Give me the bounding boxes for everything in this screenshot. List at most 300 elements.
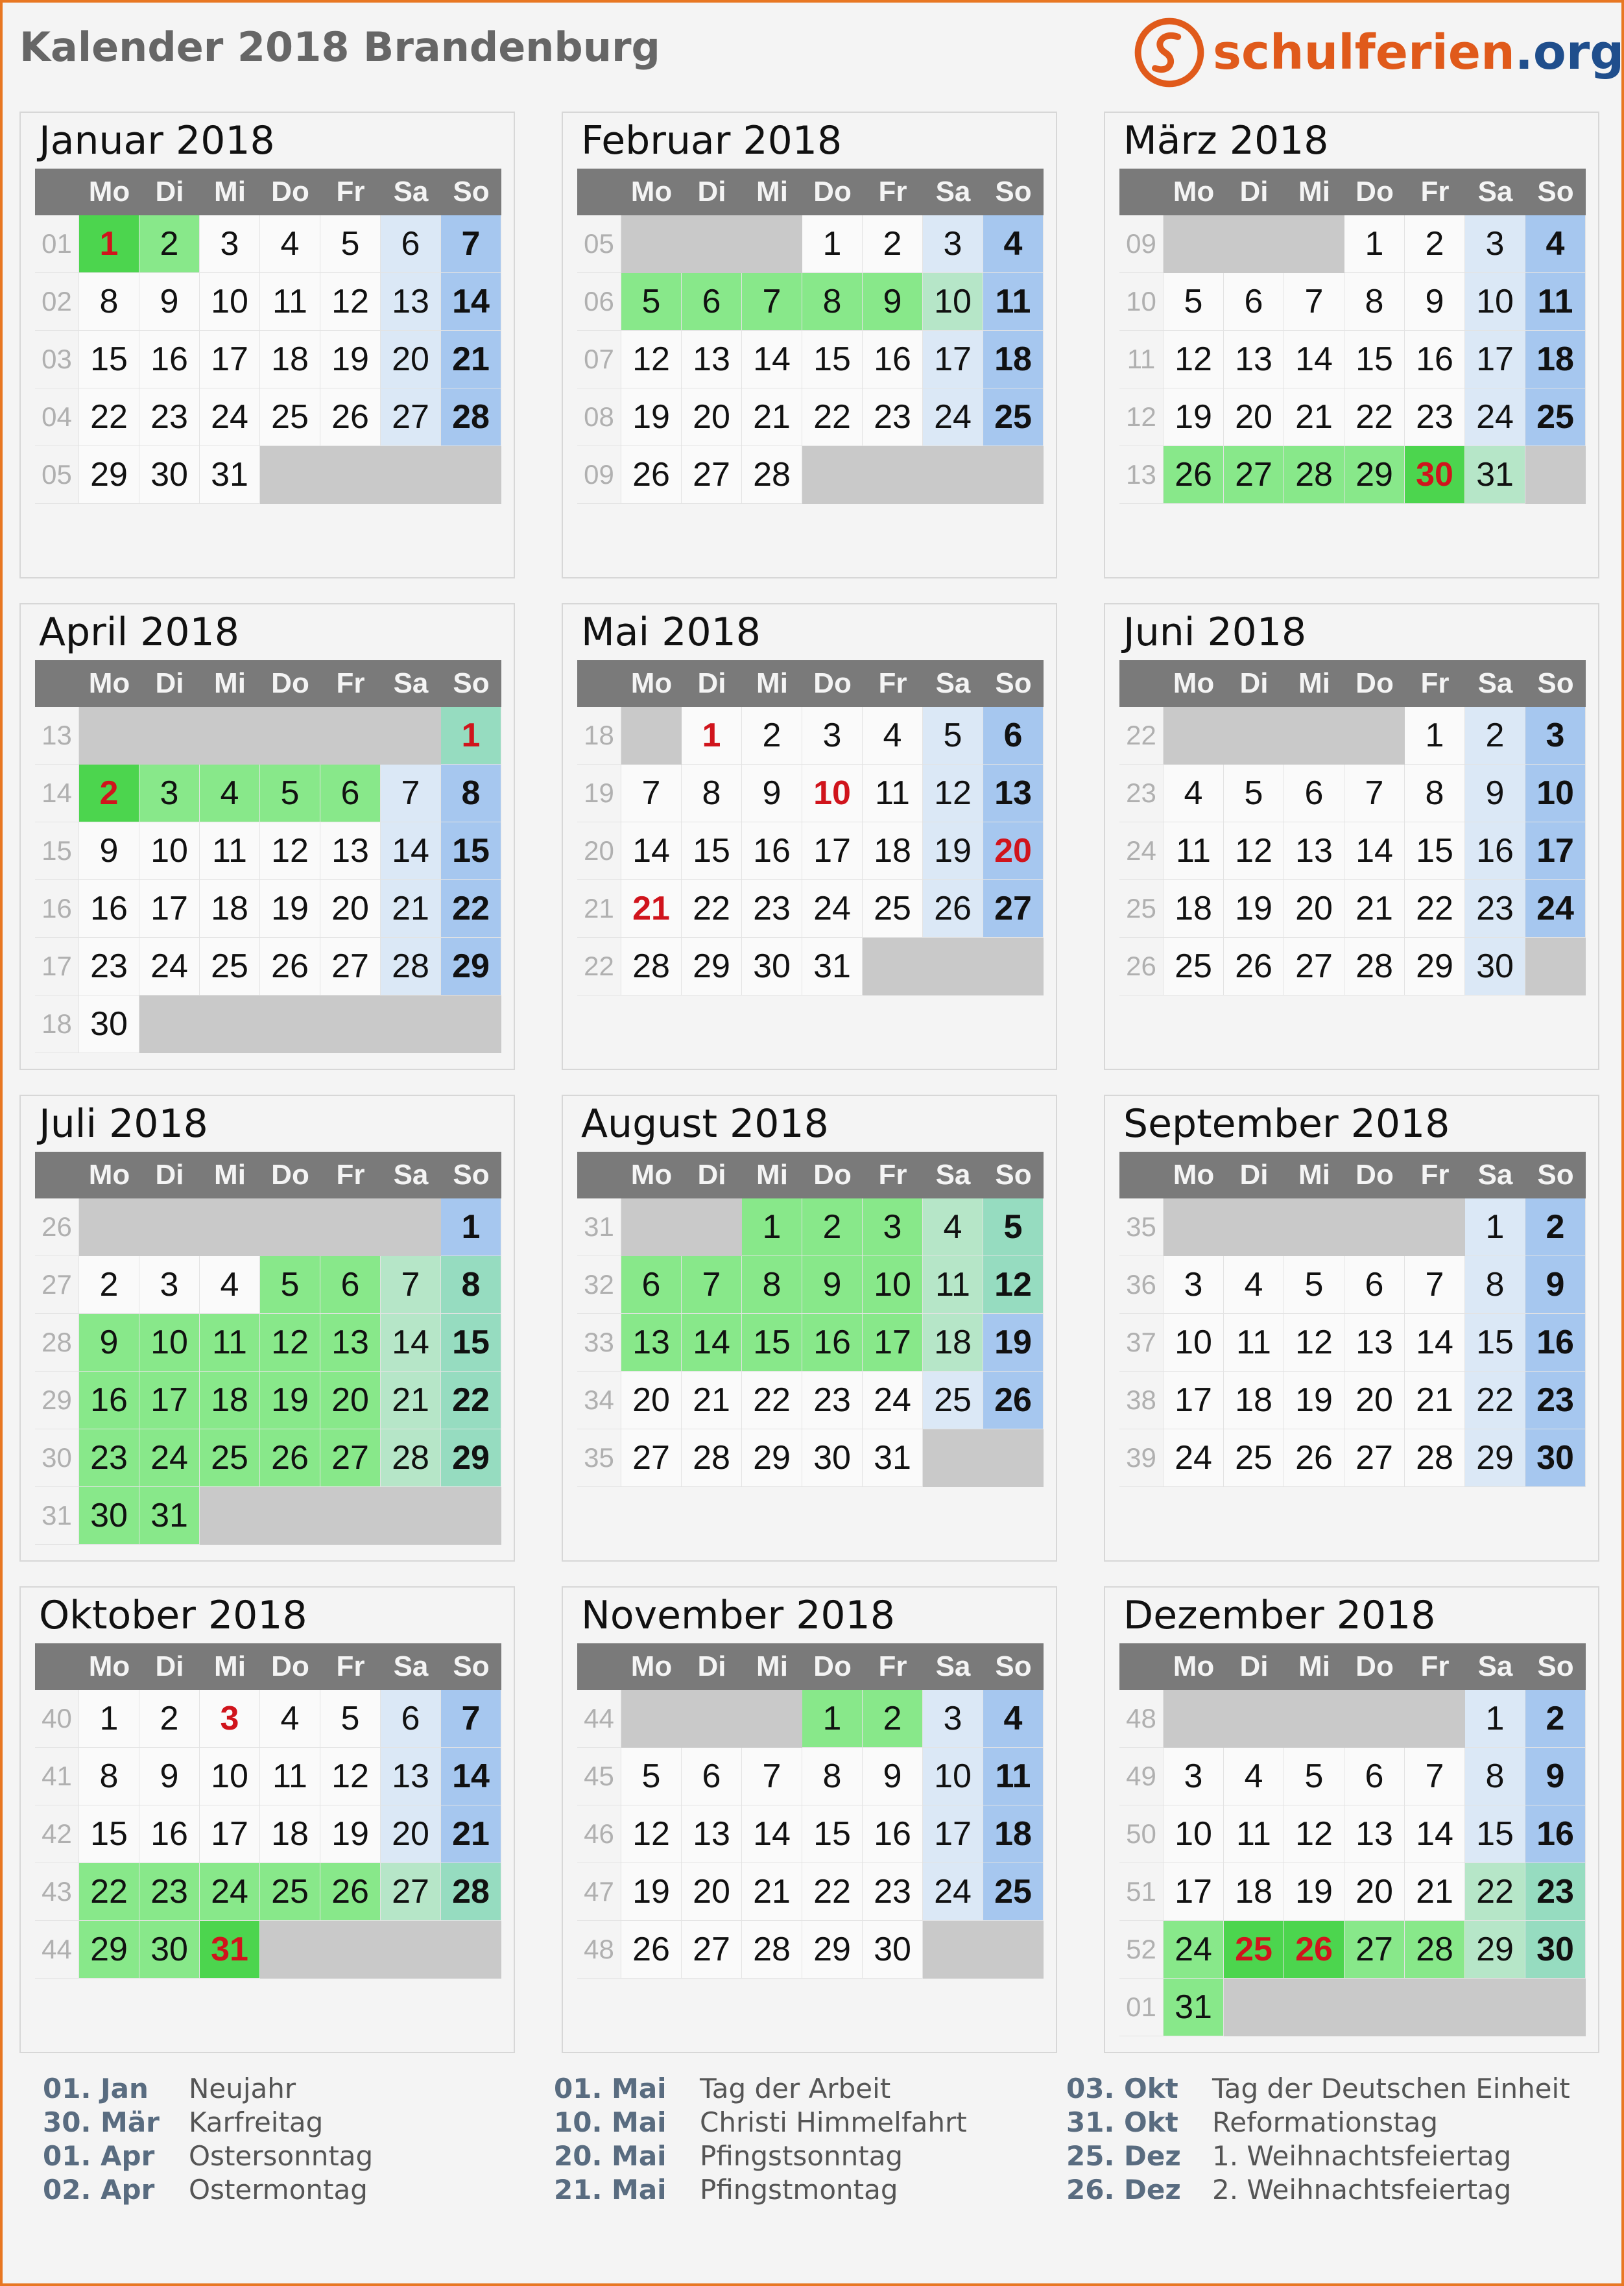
day-cell: 1 (1405, 707, 1465, 765)
weekday-label: Fr (320, 1152, 381, 1198)
weekday-label: Fr (320, 1643, 381, 1690)
weekday-label: Fr (1405, 169, 1465, 215)
empty-cell (1224, 215, 1284, 273)
weekday-header (577, 660, 1044, 707)
week-number: 31 (35, 1487, 79, 1545)
day-cell: 1 (1465, 1198, 1525, 1256)
week-number: 41 (35, 1748, 79, 1805)
day-cell: 10 (802, 765, 863, 822)
empty-cell (441, 1487, 501, 1545)
day-cell: 31 (200, 1921, 260, 1979)
day-cell: 26 (1224, 938, 1284, 995)
empty-cell (1525, 1979, 1586, 2036)
empty-cell (139, 995, 200, 1053)
day-cell: 7 (621, 765, 682, 822)
week-row (35, 331, 501, 388)
week-row (35, 1863, 501, 1921)
day-cell: 12 (260, 1314, 320, 1372)
day-cell: 20 (1224, 388, 1284, 446)
legend-holiday-name: Reformationstag (1212, 2106, 1438, 2138)
week-row (1119, 215, 1586, 273)
week-number: 05 (35, 446, 79, 504)
week-row (577, 1805, 1044, 1863)
day-cell: 7 (742, 1748, 802, 1805)
weekday-label: Mo (1164, 660, 1224, 707)
day-cell: 13 (682, 331, 742, 388)
empty-cell (1164, 1690, 1224, 1748)
empty-cell (260, 995, 320, 1053)
day-cell: 1 (802, 1690, 863, 1748)
day-cell: 15 (1465, 1314, 1525, 1372)
day-cell: 20 (682, 388, 742, 446)
day-cell: 22 (1405, 880, 1465, 938)
empty-cell (742, 215, 802, 273)
weekday-label: Mo (1164, 1152, 1224, 1198)
empty-cell (320, 707, 381, 765)
day-cell: 18 (983, 331, 1044, 388)
day-cell: 26 (621, 446, 682, 504)
legend-date: 30. Mär (43, 2106, 160, 2138)
day-cell: 5 (621, 273, 682, 331)
weekday-label: Sa (381, 1152, 441, 1198)
day-cell: 26 (260, 1429, 320, 1487)
week-number: 28 (35, 1314, 79, 1372)
week-header-cell (577, 1643, 621, 1690)
weekday-label: Do (1344, 1152, 1405, 1198)
week-row (577, 388, 1044, 446)
week-row (35, 765, 501, 822)
site-logo[interactable] (1134, 17, 1624, 88)
week-number: 51 (1119, 1863, 1164, 1921)
week-row (35, 1748, 501, 1805)
week-number: 17 (35, 938, 79, 995)
week-number: 18 (577, 707, 621, 765)
month-title: August 2018 (581, 1101, 829, 1147)
weekday-label: Di (1224, 169, 1284, 215)
week-row (1119, 1429, 1586, 1487)
day-cell: 17 (863, 1314, 923, 1372)
day-cell: 26 (621, 1921, 682, 1979)
month-title: November 2018 (581, 1593, 895, 1638)
week-header-cell (1119, 1152, 1164, 1198)
week-number: 44 (35, 1921, 79, 1979)
day-cell: 30 (139, 1921, 200, 1979)
week-row (1119, 822, 1586, 880)
day-cell: 9 (742, 765, 802, 822)
weekday-label: So (1525, 1152, 1586, 1198)
day-cell: 18 (200, 1372, 260, 1429)
legend-item (43, 2139, 373, 2173)
month-grid (1119, 1643, 1586, 2036)
day-cell: 6 (1224, 273, 1284, 331)
weekday-label: Mo (79, 660, 139, 707)
weekday-header (577, 169, 1044, 215)
weekday-label: Sa (1465, 660, 1525, 707)
legend-item (43, 2071, 373, 2105)
day-cell: 25 (1224, 1429, 1284, 1487)
day-cell: 14 (381, 1314, 441, 1372)
day-cell: 21 (441, 331, 501, 388)
month-title: Januar 2018 (39, 118, 275, 163)
empty-cell (1224, 1690, 1284, 1748)
day-cell: 24 (802, 880, 863, 938)
day-cell: 25 (1164, 938, 1224, 995)
empty-cell (621, 1690, 682, 1748)
day-cell: 12 (1164, 331, 1224, 388)
day-cell: 28 (1344, 938, 1405, 995)
day-cell: 20 (1344, 1372, 1405, 1429)
empty-cell (200, 1487, 260, 1545)
day-cell: 4 (923, 1198, 983, 1256)
month-title: Juli 2018 (39, 1101, 208, 1147)
week-number: 18 (35, 995, 79, 1053)
day-cell: 15 (802, 331, 863, 388)
day-cell: 22 (802, 388, 863, 446)
day-cell: 23 (139, 388, 200, 446)
weekday-label: So (983, 169, 1044, 215)
day-cell: 6 (1284, 765, 1344, 822)
day-cell: 24 (139, 1429, 200, 1487)
week-row (577, 1429, 1044, 1487)
weekday-label: Do (802, 1152, 863, 1198)
day-cell: 9 (1465, 765, 1525, 822)
day-cell: 28 (682, 1429, 742, 1487)
day-cell: 24 (1525, 880, 1586, 938)
day-cell: 11 (1164, 822, 1224, 880)
day-cell: 28 (381, 938, 441, 995)
empty-cell (1224, 1979, 1284, 2036)
week-row (577, 1863, 1044, 1921)
day-cell: 11 (1224, 1805, 1284, 1863)
day-cell: 8 (742, 1256, 802, 1314)
day-cell: 21 (742, 388, 802, 446)
week-row (1119, 707, 1586, 765)
week-number: 35 (1119, 1198, 1164, 1256)
empty-cell (682, 215, 742, 273)
day-cell: 28 (1405, 1921, 1465, 1979)
day-cell: 11 (260, 273, 320, 331)
week-row (1119, 446, 1586, 504)
week-number: 32 (577, 1256, 621, 1314)
day-cell: 26 (260, 938, 320, 995)
empty-cell (260, 707, 320, 765)
day-cell: 21 (1405, 1372, 1465, 1429)
day-cell: 6 (381, 1690, 441, 1748)
week-number: 09 (577, 446, 621, 504)
empty-cell (320, 1921, 381, 1979)
day-cell: 23 (802, 1372, 863, 1429)
week-row (577, 1748, 1044, 1805)
day-cell: 18 (863, 822, 923, 880)
legend-date: 31. Okt (1066, 2106, 1178, 2138)
day-cell: 16 (79, 880, 139, 938)
week-number: 47 (577, 1863, 621, 1921)
day-cell: 18 (260, 1805, 320, 1863)
day-cell: 29 (1344, 446, 1405, 504)
day-cell: 22 (441, 1372, 501, 1429)
week-row (35, 1805, 501, 1863)
day-cell: 2 (1465, 707, 1525, 765)
day-cell: 13 (621, 1314, 682, 1372)
day-cell: 17 (802, 822, 863, 880)
week-row (577, 446, 1044, 504)
month-title: März 2018 (1123, 118, 1329, 163)
day-cell: 3 (139, 765, 200, 822)
day-cell: 29 (682, 938, 742, 995)
day-cell: 11 (923, 1256, 983, 1314)
day-cell: 8 (79, 1748, 139, 1805)
day-cell: 23 (742, 880, 802, 938)
month-title: Februar 2018 (581, 118, 842, 163)
weekday-label: Sa (923, 1643, 983, 1690)
day-cell: 25 (1224, 1921, 1284, 1979)
day-cell: 21 (621, 880, 682, 938)
day-cell: 27 (1284, 938, 1344, 995)
day-cell: 18 (1224, 1863, 1284, 1921)
week-number: 03 (35, 331, 79, 388)
week-row (1119, 1256, 1586, 1314)
weekday-label: So (1525, 1643, 1586, 1690)
day-cell: 25 (923, 1372, 983, 1429)
week-row (1119, 331, 1586, 388)
weekday-label: So (983, 1643, 1044, 1690)
legend-holiday-name: Karfreitag (189, 2106, 324, 2138)
day-cell: 30 (1525, 1429, 1586, 1487)
day-cell: 16 (1405, 331, 1465, 388)
legend-column (554, 2071, 967, 2206)
day-cell: 14 (682, 1314, 742, 1372)
week-number: 37 (1119, 1314, 1164, 1372)
week-number: 38 (1119, 1372, 1164, 1429)
day-cell: 4 (1525, 215, 1586, 273)
week-row (1119, 1372, 1586, 1429)
day-cell: 5 (923, 707, 983, 765)
weekday-label: Di (682, 169, 742, 215)
legend-item (1066, 2071, 1570, 2105)
weekday-label: Mi (742, 169, 802, 215)
day-cell: 30 (1525, 1921, 1586, 1979)
day-cell: 17 (923, 1805, 983, 1863)
month-panel (19, 112, 515, 578)
day-cell: 6 (621, 1256, 682, 1314)
week-number: 11 (1119, 331, 1164, 388)
day-cell: 20 (621, 1372, 682, 1429)
day-cell: 19 (320, 331, 381, 388)
month-grid (35, 1643, 501, 1979)
day-cell: 29 (802, 1921, 863, 1979)
day-cell: 2 (1525, 1198, 1586, 1256)
day-cell: 11 (1525, 273, 1586, 331)
month-panel (19, 1095, 515, 1562)
week-number: 20 (577, 822, 621, 880)
day-cell: 12 (1224, 822, 1284, 880)
legend-holiday-name: Tag der Deutschen Einheit (1212, 2072, 1570, 2104)
empty-cell (441, 446, 501, 504)
day-cell: 6 (682, 1748, 742, 1805)
day-cell: 20 (1284, 880, 1344, 938)
weekday-label: Mi (200, 169, 260, 215)
empty-cell (260, 1921, 320, 1979)
legend-date: 10. Mai (554, 2106, 667, 2138)
weekday-header (577, 1152, 1044, 1198)
day-cell: 16 (139, 1805, 200, 1863)
weekday-label: Fr (1405, 660, 1465, 707)
week-number: 39 (1119, 1429, 1164, 1487)
week-row (35, 1198, 501, 1256)
week-number: 19 (577, 765, 621, 822)
day-cell: 25 (260, 388, 320, 446)
weekday-label: Do (802, 169, 863, 215)
week-number: 08 (577, 388, 621, 446)
day-cell: 19 (983, 1314, 1044, 1372)
weekday-label: Do (260, 1643, 320, 1690)
day-cell: 5 (260, 765, 320, 822)
month-panel (1104, 1586, 1599, 2053)
day-cell: 12 (923, 765, 983, 822)
weekday-header (35, 1643, 501, 1690)
day-cell: 10 (1465, 273, 1525, 331)
day-cell: 28 (381, 1429, 441, 1487)
month-panel (562, 603, 1057, 1070)
week-row (1119, 388, 1586, 446)
empty-cell (320, 446, 381, 504)
day-cell: 6 (983, 707, 1044, 765)
day-cell: 24 (863, 1372, 923, 1429)
day-cell: 11 (1224, 1314, 1284, 1372)
week-row (35, 822, 501, 880)
day-cell: 3 (1164, 1748, 1224, 1805)
empty-cell (441, 995, 501, 1053)
month-grid (35, 169, 501, 504)
week-row (35, 1690, 501, 1748)
day-cell: 17 (139, 1372, 200, 1429)
day-cell: 28 (742, 446, 802, 504)
day-cell: 17 (139, 880, 200, 938)
week-number: 16 (35, 880, 79, 938)
legend-column (43, 2071, 373, 2206)
empty-cell (983, 446, 1044, 504)
month-panel (562, 1586, 1057, 2053)
week-number: 44 (577, 1690, 621, 1748)
day-cell: 1 (79, 1690, 139, 1748)
week-number: 10 (1119, 273, 1164, 331)
weekday-label: Di (139, 169, 200, 215)
weekday-label: Mo (79, 1152, 139, 1198)
day-cell: 8 (1465, 1256, 1525, 1314)
day-cell: 29 (1405, 938, 1465, 995)
day-cell: 21 (1405, 1863, 1465, 1921)
day-cell: 6 (1344, 1256, 1405, 1314)
day-cell: 3 (923, 1690, 983, 1748)
empty-cell (802, 446, 863, 504)
empty-cell (1344, 1690, 1405, 1748)
weekday-label: Do (260, 169, 320, 215)
legend-date: 20. Mai (554, 2139, 667, 2172)
empty-cell (863, 938, 923, 995)
week-number: 46 (577, 1805, 621, 1863)
week-number: 42 (35, 1805, 79, 1863)
legend-holiday-name: Neujahr (189, 2072, 296, 2104)
empty-cell (1164, 707, 1224, 765)
day-cell: 23 (79, 1429, 139, 1487)
week-number: 35 (577, 1429, 621, 1487)
weekday-label: Sa (381, 169, 441, 215)
day-cell: 17 (200, 331, 260, 388)
day-cell: 22 (441, 880, 501, 938)
empty-cell (1405, 1198, 1465, 1256)
weekday-label: Di (139, 1152, 200, 1198)
weekday-label: So (441, 169, 501, 215)
week-number: 23 (1119, 765, 1164, 822)
empty-cell (260, 1487, 320, 1545)
day-cell: 15 (682, 822, 742, 880)
month-grid (577, 169, 1044, 504)
weekday-label: Di (139, 660, 200, 707)
day-cell: 31 (863, 1429, 923, 1487)
weekday-header (1119, 660, 1586, 707)
day-cell: 1 (79, 215, 139, 273)
empty-cell (381, 995, 441, 1053)
day-cell: 14 (621, 822, 682, 880)
week-row (577, 822, 1044, 880)
month-grid (35, 660, 501, 1053)
day-cell: 23 (1525, 1372, 1586, 1429)
day-cell: 16 (1465, 822, 1525, 880)
day-cell: 23 (79, 938, 139, 995)
week-row (1119, 1921, 1586, 1979)
empty-cell (260, 1198, 320, 1256)
day-cell: 31 (1465, 446, 1525, 504)
day-cell: 18 (1224, 1372, 1284, 1429)
empty-cell (923, 938, 983, 995)
day-cell: 11 (200, 1314, 260, 1372)
legend-holiday-name: Pfingstmontag (700, 2173, 898, 2206)
week-number: 06 (577, 273, 621, 331)
day-cell: 27 (320, 938, 381, 995)
day-cell: 15 (802, 1805, 863, 1863)
day-cell: 14 (441, 1748, 501, 1805)
weekday-label: Do (802, 660, 863, 707)
day-cell: 29 (79, 1921, 139, 1979)
day-cell: 11 (983, 1748, 1044, 1805)
day-cell: 19 (1164, 388, 1224, 446)
week-row (1119, 1198, 1586, 1256)
day-cell: 22 (682, 880, 742, 938)
day-cell: 13 (381, 273, 441, 331)
week-number: 29 (35, 1372, 79, 1429)
day-cell: 20 (682, 1863, 742, 1921)
logo-text (1213, 25, 1624, 80)
week-row (577, 331, 1044, 388)
day-cell: 19 (260, 880, 320, 938)
weekday-label: Fr (320, 660, 381, 707)
empty-cell (200, 1198, 260, 1256)
day-cell: 21 (682, 1372, 742, 1429)
day-cell: 2 (139, 1690, 200, 1748)
week-number: 21 (577, 880, 621, 938)
day-cell: 21 (1344, 880, 1405, 938)
day-cell: 6 (320, 765, 381, 822)
day-cell: 25 (983, 1863, 1044, 1921)
day-cell: 29 (79, 446, 139, 504)
week-number: 31 (577, 1198, 621, 1256)
week-row (35, 1487, 501, 1545)
day-cell: 4 (1164, 765, 1224, 822)
week-row (1119, 1979, 1586, 2036)
day-cell: 5 (983, 1198, 1044, 1256)
day-cell: 1 (742, 1198, 802, 1256)
legend-holiday-name: 1. Weihnachtsfeiertag (1212, 2139, 1512, 2172)
